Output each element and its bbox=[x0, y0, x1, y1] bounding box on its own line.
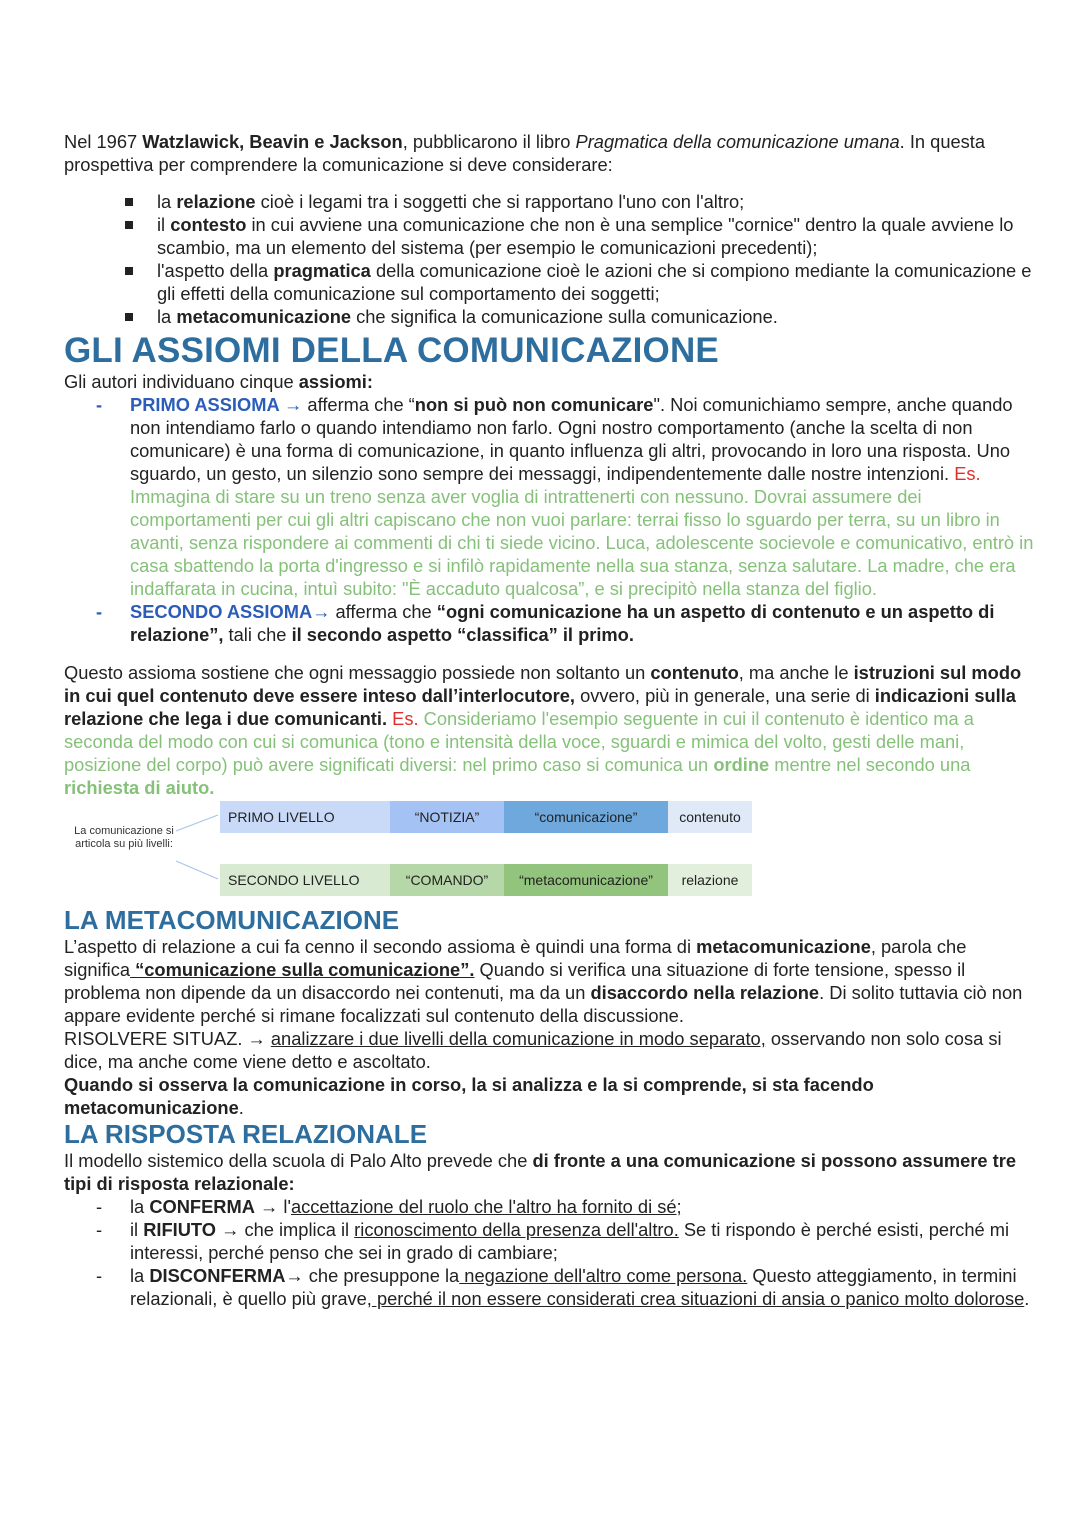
dash-bullet: - bbox=[96, 394, 103, 415]
diagram-label: La comunicazione si articola su più livelli: bbox=[74, 825, 174, 850]
considerations-list bbox=[64, 190, 1034, 328]
dash-bullet: - bbox=[96, 1219, 103, 1240]
list-item: il contesto in cui avviene una comunicazione che non è una semplice "cornice" dentro la quale avviene lo scambio, ma un elemento del sistema (per esempio le comunicazioni precedenti); bbox=[157, 213, 1034, 259]
level-cell: “NOTIZIA” bbox=[390, 801, 504, 833]
axiom-label: PRIMO ASSIOMA → bbox=[130, 394, 303, 415]
square-bullet-icon bbox=[125, 267, 133, 275]
assiomi-intro: Gli autori individuano cinque assiomi: bbox=[64, 371, 373, 392]
dash-bullet: - bbox=[96, 1196, 103, 1217]
example-marker: Es. bbox=[392, 708, 419, 729]
risposta-intro: Il modello sistemico della scuola di Palo Alto prevede che di fronte a una comunicazione si possono assumere tre tipi di risposta relazionale: bbox=[64, 1150, 1017, 1194]
intro-paragraph: Nel 1967 Watzlawick, Beavin e Jackson, pubblicarono il libro Pragmatica della comunicazione umana. In questa prospettiva per comprendere la comunicazione si deve considerare: bbox=[64, 131, 986, 175]
metacomunicazione-paragraph: L’aspetto di relazione a cui fa cenno il secondo assioma è quindi una forma di metacomunicazione, parola che significa “comunicazione sulla comunicazione”. Quando si verifica una situazione di forte tensione, spesso il problema non dipende da un disaccordo nei contenuti, ma da un disaccordo nella relazione. Di solito tuttavia ciò non appare evidente perché si rimane focalizzati sul contenuto della discussione. RISOLVERE SITUAZ. → analizzare i due livelli della comunicazione in modo separato, osservando non solo cosa si dice, ma anche come viene detto e ascoltato. Quando si osserva la comunicazione in corso, la si analizza e la si comprende, si sta facendo metacomunicazione. bbox=[64, 936, 1023, 1118]
secondo-assioma-paragraph: Questo assioma sostiene che ogni messaggio possiede non soltanto un contenuto, ma anche le istruzioni sul modo in cui quel contenuto deve essere inteso dall’interlocutore, ovvero, più in generale, una serie di indicazioni sulla relazione che lega i due comunicanti. Es. Consideriamo l'esempio seguente in cui il contenuto è identico ma a seconda del modo con cui si comunica (tono e intensità della voce, sguardi e mimica del volto, gesti delle mani, posizione del corpo) può avere significati diversi: nel primo caso si comunica un ordine mentre nel secondo una richiesta di aiuto. bbox=[64, 662, 1022, 798]
list-item: la relazione cioè i legami tra i soggetti che si rapportano l'uno con l'altro; bbox=[157, 190, 1034, 213]
axiom-label: SECONDO ASSIOMA→ bbox=[130, 601, 331, 622]
responses-list bbox=[64, 1195, 1034, 1310]
connector-line-top bbox=[176, 815, 218, 831]
level-cell: relazione bbox=[668, 864, 752, 896]
dash-bullet: - bbox=[96, 1265, 103, 1286]
example-text: Immagina di stare su un treno senza aver voglia di intrattenerti con nessuno. Dovrai assumere dei comportamenti per cui gli altri capiscano che non vuoi parlare: terrai fisso lo sguardo per terra, su un libro in avanti, senza rispondere ai commenti di chi ti siede vicino. Luca, adolescente socievole e comunicativo, entrò in casa sbattendo la porta d'ingresso e si infilò rapidamente nella sua stanza, senza salutare. La madre, che era indaffarata in cucina, intuì subito: "È accaduto qualcosa”, e si precipitò nella stanza del figlio. bbox=[130, 486, 1034, 599]
section-title-assiomi: GLI ASSIOMI DELLA COMUNICAZIONE bbox=[64, 331, 719, 370]
level-cell: SECONDO LIVELLO bbox=[220, 864, 390, 896]
level-cell: contenuto bbox=[668, 801, 752, 833]
list-item-secondo-assioma: - SECONDO ASSIOMA→ afferma che “ogni comunicazione ha un aspetto di contenuto e un aspetto di relazione”, tali che il secondo aspetto “classifica” il primo. bbox=[96, 601, 995, 645]
section-title-risposta: LA RISPOSTA RELAZIONALE bbox=[64, 1119, 428, 1149]
square-bullet-icon bbox=[125, 198, 133, 206]
list-item-primo-assioma: - PRIMO ASSIOMA → afferma che “non si può non comunicare". Noi comunichiamo sempre, anche quando non intendiamo farlo o quando intendiamo non farlo. Ogni nostro comportamento (anche la scelta di non comunicare) è una forma di comunicazione, in quanto influenza gli altri, provocando in loro una risposta. Uno sguardo, un gesto, un silenzio sono sempre dei messaggi, indipendentemente dalle nostre intenzioni. Es. Immagina di stare su un treno senza aver voglia di intrattenerti con nessuno. Dovrai assumere dei comportamenti per cui gli altri capiscano che non vuoi parlare: terrai fisso lo sguardo per terra, su un libro in avanti, senza rispondere ai commenti di chi ti siede vicino. Luca, adolescente socievole e comunicativo, entrò in casa sbattendo la porta d'ingresso e si infilò rapidamente nella sua stanza, senza salutare. La madre, che era indaffarata in cucina, intuì subito: "È accaduto qualcosa”, e si precipitò nella stanza del figlio. bbox=[96, 394, 1034, 599]
book-title: Pragmatica della comunicazione umana bbox=[575, 131, 900, 152]
level-cell: “metacomunicazione” bbox=[504, 864, 668, 896]
list-item: la metacomunicazione che significa la comunicazione sulla comunicazione. bbox=[157, 305, 1034, 328]
level-cell: PRIMO LIVELLO bbox=[220, 801, 390, 833]
list-item-disconferma: - la DISCONFERMA→ che presuppone la negazione dell'altro come persona. Questo atteggiamento, in termini relazionali, è quello più grave, perché il non essere considerati crea situazioni di ansia o panico molto dolorose. bbox=[96, 1265, 1030, 1309]
section-title-metacomunicazione: LA METACOMUNICAZIONE bbox=[64, 905, 400, 935]
levels-diagram bbox=[64, 801, 1034, 903]
dash-bullet: - bbox=[96, 601, 103, 622]
example-marker: Es. bbox=[954, 463, 981, 484]
level-cell: “comunicazione” bbox=[504, 801, 668, 833]
authors: Watzlawick, Beavin e Jackson bbox=[142, 131, 403, 152]
level-cell: “COMANDO” bbox=[390, 864, 504, 896]
square-bullet-icon bbox=[125, 313, 133, 321]
document-page bbox=[64, 130, 1034, 1310]
square-bullet-icon bbox=[125, 221, 133, 229]
list-item-conferma: - la CONFERMA → l'accettazione del ruolo che l'altro ha fornito di sé; bbox=[96, 1196, 682, 1217]
connector-line-bottom bbox=[176, 861, 218, 879]
list-item-rifiuto: - il RIFIUTO → che implica il riconoscimento della presenza dell'altro. Se ti rispondo è perché esisti, perché mi interessi, perché penso che sei in grado di cambiare; bbox=[96, 1219, 1010, 1263]
diagram-connectors bbox=[64, 801, 234, 903]
axioms-list bbox=[64, 393, 1034, 646]
list-item: l'aspetto della pragmatica della comunicazione cioè le azioni che si compiono mediante la comunicazione e gli effetti della comunicazione sul comportamento dei soggetti; bbox=[157, 259, 1034, 305]
diagram-row-secondo bbox=[220, 864, 752, 896]
diagram-row-primo bbox=[220, 801, 752, 833]
